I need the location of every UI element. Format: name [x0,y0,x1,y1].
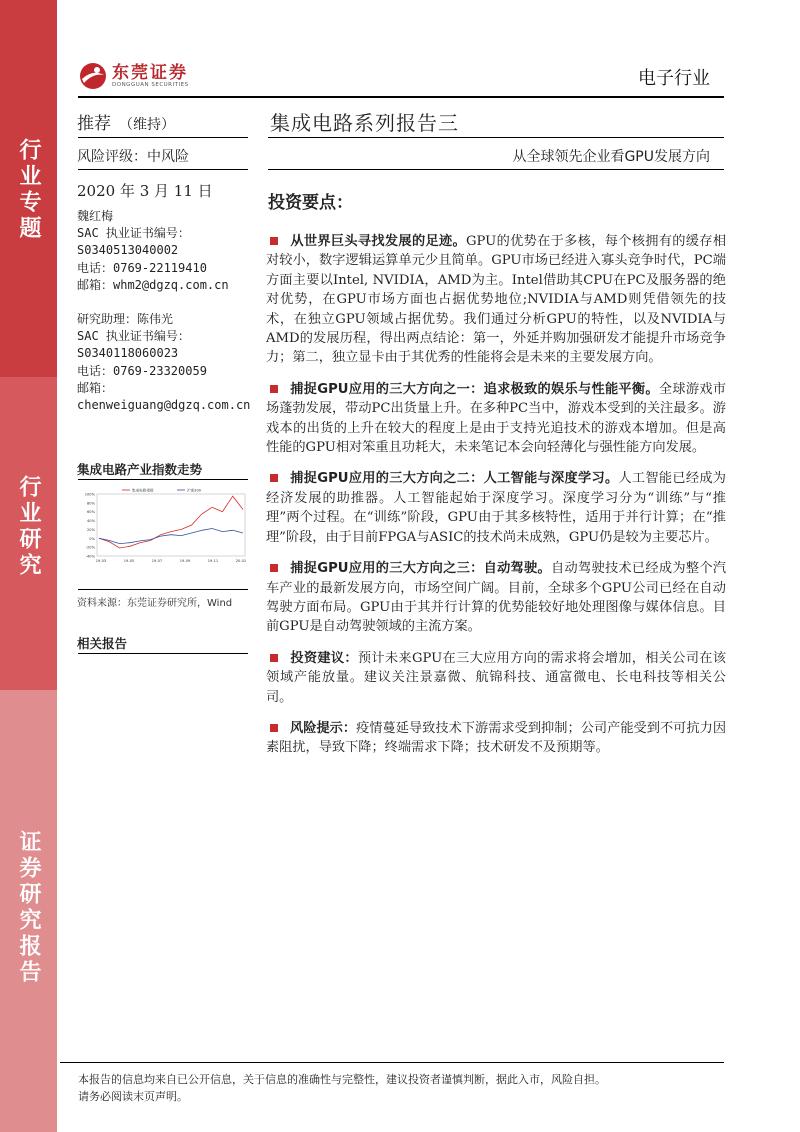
assistant-cert-label: SAC 执业证书编号： [77,329,190,344]
chart-title-divider [78,479,248,480]
chart-x-tick: 19-09 [179,559,191,563]
key-point-head: 风险提示： [290,720,357,736]
report-subtitle: 从全球领先企业看GPU发展方向 [512,149,710,165]
logo-text-en: DONGGUAN SECURITIES [112,82,189,88]
assistant-cert-no: S0340118060023 [77,346,179,361]
title-divider-left [78,137,248,138]
analyst-cert-label: SAC 执业证书编号： [77,226,190,241]
footer-disclaimer [78,1071,606,1105]
title-divider-right [268,137,724,138]
chart-y-tick: 40% [87,519,95,524]
key-point [266,559,726,637]
report-date: 2020 年 3 月 11 日 [77,182,213,200]
key-points [266,232,726,770]
analyst-cert-no: S0340513040002 [77,243,179,258]
chart-y-tick: 100% [84,492,95,497]
bullet-square-icon [270,564,278,572]
report-title: 集成电路系列报告三 [270,111,459,135]
chart-series-line [99,496,243,548]
footer-line-1: 本报告的信息均来自已公开信息，关于信息的准确性与完整性，建议投资者谨慎判断，据此入市，风险自担。 [78,1073,606,1086]
side-band-research-label: 行业研究 [16,475,41,579]
assistant-email-label: 邮箱： [77,380,114,395]
chart-series-line [99,529,243,544]
assistant-email: chenweiguang@dgzq.com.cn [77,398,251,413]
header-divider [78,96,724,98]
key-point-head: 捕捉GPU应用的三大方向之一：追求极致的娱乐与性能平衡。 [290,381,659,397]
footer-divider [60,1062,724,1063]
index-trend-chart [77,486,247,576]
key-point-body: 人工智能已经成为经济发展的助推器。人工智能起始于深度学习。深度学习分为“训练”与“推理”两个过程。在“训练”阶段，GPU由于其多核特性，适用于并行计算；在“推理”阶段，由于目前FPGA与ASIC的技术尚未成熟，GPU仍是较为主要芯片。 [266,471,726,545]
bullet-square-icon [270,724,278,732]
analyst-name: 魏红梅 [77,209,114,223]
chart-x-tick: 19-11 [207,559,219,563]
assistant-phone: 电话：0769-23320059 [77,363,207,378]
key-point [266,380,726,458]
rating-label: 推荐 [77,114,111,134]
side-band-topic-label: 行业专题 [16,138,41,242]
chart-y-tick: 80% [87,501,95,506]
related-divider [78,653,248,654]
logo-text-cn: 东莞证券 [112,63,188,83]
footer-line-2: 请务必阅读末页声明。 [78,1090,188,1103]
chart-y-tick: -40% [85,554,95,559]
key-point [266,649,726,707]
analyst-phone: 电话：0769-22119410 [77,260,207,275]
chart-y-tick: 20% [87,527,95,532]
industry-label: 电子行业 [638,68,710,89]
chart-y-tick: 0% [89,536,95,541]
chart-y-tick: 60% [87,510,95,515]
side-band-report [0,690,57,1132]
company-logo [78,60,228,92]
key-point-head: 捕捉GPU应用的三大方向之二：人工智能与深度学习。 [290,471,619,487]
chart-plot-frame [97,494,245,556]
key-point-body: 全球游戏市场蓬勃发展，带动PC出货量上升。在多种PC当中，游戏本受到的关注最多。游戏本的出货的上升在较大的程度上是由于支持光追技术的游戏本增加。但是高性能的GPU相对笨重且功耗大，未来笔记本会向轻薄化与强性能方向发展。 [266,381,726,456]
key-point [266,469,726,547]
side-band-topic [0,0,57,377]
key-point-head: 从世界巨头寻找发展的足迹。 [290,234,466,249]
rating-note: （维持） [119,117,175,133]
bullet-square-icon [270,237,278,245]
assistant-name: 研究助理：陈伟光 [77,312,174,327]
key-point-head: 捕捉GPU应用的三大方向之三：自动驾驶。 [290,561,552,577]
related-reports-heading: 相关报告 [77,636,128,651]
chart-bottom-divider [78,589,248,590]
chart-x-tick: 19-05 [123,559,135,563]
chart-y-tick: -20% [85,545,95,550]
key-points-title: 投资要点： [268,193,353,213]
analyst-info [77,208,250,414]
key-point [266,719,726,758]
rating [77,109,175,134]
chart-legend-label: 集成电路指数 [132,488,154,493]
analyst-email: 邮箱：whm2@dgzq.com.cn [77,277,229,292]
key-point [266,232,726,368]
key-point-body: 自动驾驶技术已经成为整个汽车产业的最新发展方向，市场空间广阔。目前，全球多个GPU公司已经在自动驾驶方面布局。GPU由于其并行计算的优势能较好地处理图像与媒体信息。目前GPU是自动驾驶领域的主流方案。 [266,561,727,635]
key-point-body: 疫情蔓延导致技术下游需求受到抑制；公司产能受到不可抗力因素阻扰，导致下降；终端需求下降；技术研发不及预期等。 [266,720,727,756]
side-band-report-label: 证券研究报告 [16,830,41,986]
bullet-square-icon [270,654,278,662]
chart-source: 资料来源：东莞证券研究所，Wind [77,598,233,609]
chart-legend-label: 沪深300 [187,488,202,493]
key-point-head: 投资建议： [290,650,358,666]
risk-level: 风险评级：中风险 [77,149,189,165]
chart-x-tick: 19-03 [95,559,107,563]
chart-x-tick: 19-07 [151,559,163,563]
subtitle-divider-right [268,169,724,170]
side-band-research [0,377,57,690]
key-point-body: GPU的优势在于多核，每个核拥有的缓存相对较小，数字逻辑运算单元少且简单。GPU市场已经进入寡头竞争时代，PC端方面主要以Intel, NVIDIA，AMD为主。Intel借助其CPU在PC及服务器的绝对优势，在GPU市场方面也占据优势地位;NVIDIA与AMD则凭借领先的技术，在独立GPU领域占据优势。我们通过分析GPU的特性，以及NVIDIA与AMD的发展历程，得出两点结论：第一，外延并购加强研发才能提升市场竞争力；第二，独立显卡由于其优秀的性能将会是未来的主要发展方向。 [266,234,727,366]
chart-title: 集成电路产业指数走势 [77,462,203,477]
key-point-body: 预计未来GPU在三大应用方向的需求将会增加，相关公司在该领域产能放量。建议关注景嘉微、航锦科技、通富微电、长电科技等相关公司。 [266,650,726,705]
logo-mark-icon [78,61,108,91]
subtitle-divider-left [78,169,248,170]
bullet-square-icon [270,385,278,393]
chart-x-tick: 20-01 [235,559,247,563]
bullet-square-icon [270,474,278,482]
